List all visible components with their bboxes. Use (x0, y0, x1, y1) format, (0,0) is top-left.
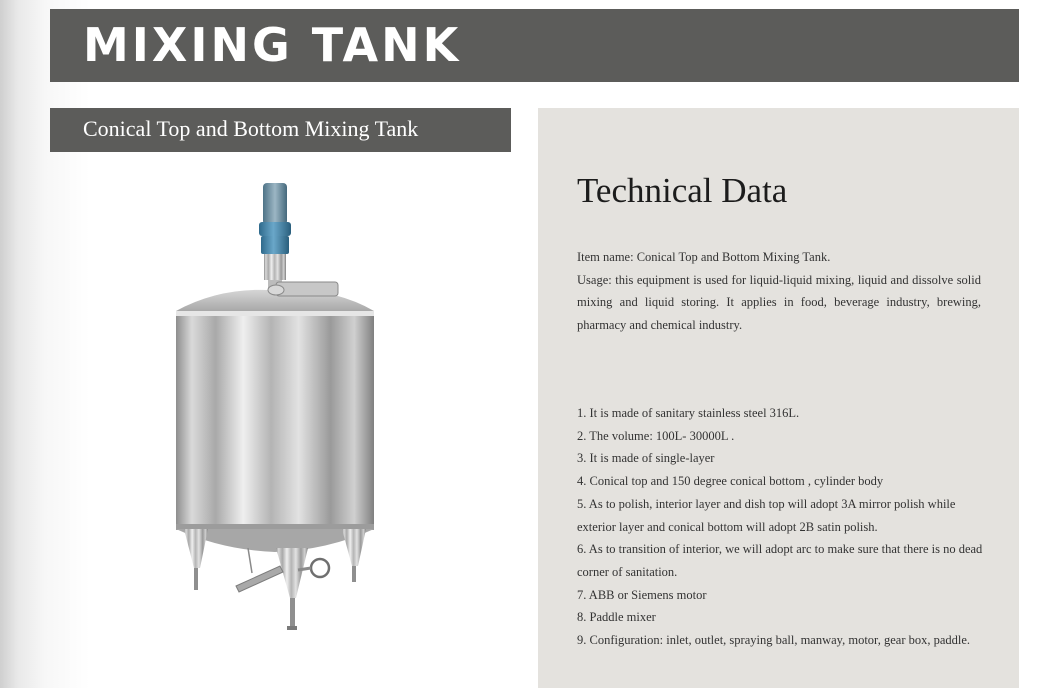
spec-item: 7. ABB or Siemens motor (577, 587, 707, 602)
gearbox-icon (259, 222, 291, 236)
product-subtitle: Conical Top and Bottom Mixing Tank (83, 116, 419, 141)
spec-item: 4. Conical top and 150 degree conical bottom , cylinder body (577, 474, 884, 489)
spec-item: 6. As to transition of interior, we will adopt arc to make sure that there is no dead corner of sanitation. (577, 542, 983, 579)
spec-item: 2. The volume: 100L- 30000L . (577, 428, 735, 443)
spec-item: 1. It is made of sanitary stainless steel 316L. (577, 406, 800, 420)
technical-data-heading: Technical Data (577, 171, 788, 210)
spec-item: 8. Paddle mixer (577, 610, 656, 625)
spec-item: 9. Configuration: inlet, outlet, spraying ball, manway, motor, gear box, paddle. (577, 633, 971, 648)
product-subtitle-banner (50, 108, 511, 152)
page-title: MIXING TANK (83, 18, 462, 72)
technical-data-panel (538, 108, 1019, 688)
spec-item: 3. It is made of single-layer (577, 451, 715, 466)
valve-wheel-icon (311, 559, 329, 577)
title-banner (50, 9, 1019, 82)
manway-icon (276, 282, 338, 296)
usage-text: Usage: this equipment is used for liquid-liquid mixing, liquid and dissolve solid mixing and liquid storing. It applies in food, beverage industry, brewing, pharmacy and chemical industry. (577, 272, 981, 332)
tank-body (176, 311, 374, 529)
spec-item: 5. As to polish, interior layer and dish top will adopt 3A mirror polish while exterior layer and conical bottom will adopt 2B satin polish. (577, 496, 956, 534)
specification-list (577, 402, 987, 652)
motor-icon (263, 183, 287, 225)
technical-data-intro (577, 246, 981, 336)
item-name-text: Item name: Conical Top and Bottom Mixing Tank. (577, 250, 831, 264)
mixing-tank-illustration (168, 178, 388, 638)
